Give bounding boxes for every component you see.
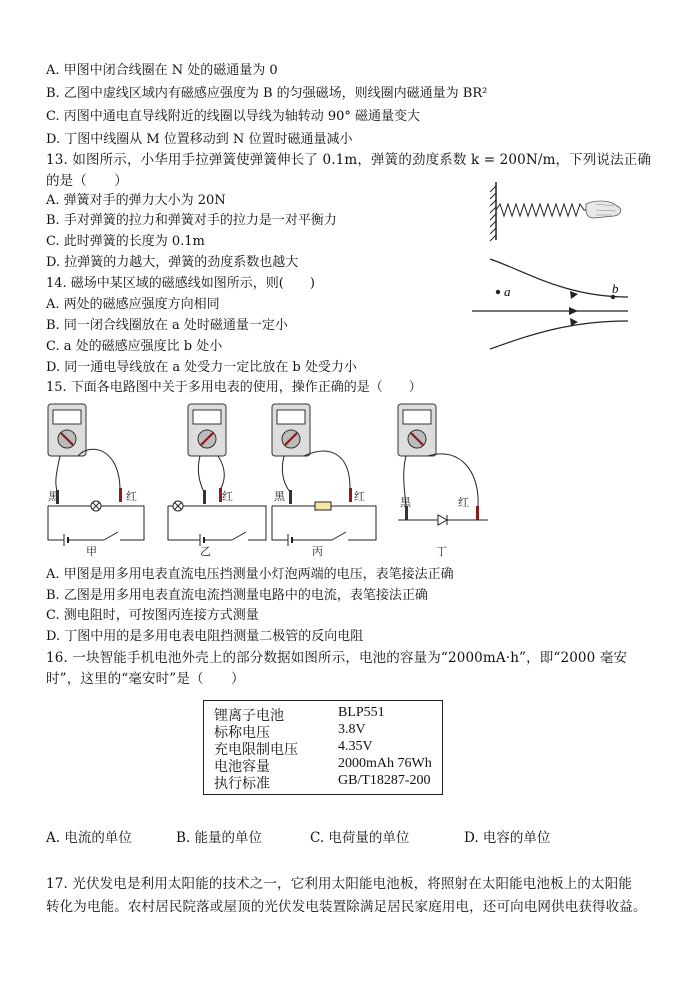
- black-probe-label-jia: 黑: [48, 490, 59, 503]
- spring-hand-figure: [486, 180, 626, 242]
- red-probe-label-ding: 红: [458, 496, 469, 509]
- q17-line1: 17. 光伏发电是利用太阳能的技术之一，它利用太阳能电池板，将照射在太阳能电池板上的太阳能: [46, 876, 633, 892]
- battery-row: 锂离子电池 BLP551: [214, 705, 385, 724]
- label-b: b: [612, 281, 619, 296]
- magnetic-field-lines-figure: [470, 253, 630, 353]
- circuit-name-yi: 乙: [200, 545, 211, 558]
- circuit-yi: [168, 404, 266, 558]
- q17-line2: 转化为电能。农村居民院落或屋顶的光伏发电装置除满足居民家庭用电，还可向电网供电获得收益。: [46, 899, 647, 915]
- label-a: a: [504, 284, 511, 299]
- q16-option-a: A. 电流的单位: [46, 830, 132, 846]
- q14-option-c: C. a 处的磁感应强度比 b 处小: [46, 339, 223, 354]
- q15-option-c: C. 测电阻时，可按图丙连接方式测量: [46, 608, 259, 623]
- q13-option-d: D. 拉弹簧的力越大，弹簧的劲度系数也越大: [46, 255, 299, 270]
- battery-row: 执行标准 GB/T18287-200: [214, 773, 431, 792]
- red-probe-label-jia: 红: [126, 490, 137, 503]
- q16-option-d: D. 电容的单位: [464, 830, 551, 846]
- q13-option-b: B. 手对弹簧的拉力和弹簧对手的拉力是一对平衡力: [46, 213, 337, 228]
- q15-option-b: B. 乙图是用多用电表直流电流挡测量电路中的电流，表笔接法正确: [46, 588, 428, 603]
- q16-option-b: B. 能量的单位: [176, 830, 263, 846]
- q14-option-d: D. 同一通电导线放在 a 处受力一定比放在 b 处受力小: [46, 360, 357, 375]
- battery-row: 电池容量 2000mAh 76Wh: [214, 756, 432, 775]
- circuit-name-jia: 甲: [86, 545, 97, 558]
- circuit-ding: [398, 404, 488, 558]
- q13-stem-line1: 13. 如图所示，小华用手拉弹簧使弹簧伸长了 0.1m，弹簧的劲度系数 k = 200N/m，下列说法正确: [46, 152, 652, 168]
- q12-option-b: B. 乙图中虚线区域内有磁感应强度为 B 的匀强磁场，则线圈内磁通量为 BR²: [46, 86, 488, 101]
- battery-row: 标称电压 3.8V: [214, 722, 366, 741]
- q13-stem-line2: 的是（ ）: [46, 173, 128, 189]
- q15-stem: 15. 下面各电路图中关于多用电表的使用，操作正确的是（ ）: [46, 380, 422, 395]
- q12-option-c: C. 丙图中通电直导线附近的线圈以导线为轴转动 90° 磁通量变大: [46, 109, 421, 124]
- q12-option-a: A. 甲图中闭合线圈在 N 处的磁通量为 0: [46, 63, 278, 78]
- black-probe-label-bing: 黑: [274, 490, 285, 503]
- q14-stem: 14. 磁场中某区域的磁感线如图所示，则( ): [46, 276, 315, 291]
- multimeter-circuits-figure: [40, 402, 500, 560]
- q15-option-d: D. 丁图中用的是多用电表电阻挡测量二极管的反向电阻: [46, 629, 364, 644]
- circuit-name-ding: 丁: [436, 545, 447, 558]
- circuit-bing: [272, 404, 376, 558]
- q13-option-a: A. 弹簧对手的弹力大小为 20N: [46, 193, 226, 208]
- q16-stem-line1: 16. 一块智能手机电池外壳上的部分数据如图所示，电池的容量为“2000mA·h”，即“2000 毫安: [46, 650, 628, 666]
- q16-option-c: C. 电荷量的单位: [310, 830, 410, 846]
- q13-option-c: C. 此时弹簧的长度为 0.1m: [46, 234, 205, 249]
- q14-option-a: A. 两处的磁感应强度方向相同: [46, 297, 220, 312]
- q16-stem-line2: 时”，这里的“毫安时”是（ ）: [46, 671, 245, 687]
- red-probe-label-bing: 红: [354, 490, 365, 503]
- point-a: [496, 290, 500, 294]
- q15-option-a: A. 甲图是用多用电表直流电压挡测量小灯泡两端的电压，表笔接法正确: [46, 567, 454, 582]
- q14-option-b: B. 同一闭合线圈放在 a 处时磁通量一定小: [46, 318, 288, 333]
- battery-row: 充电限制电压 4.35V: [214, 739, 373, 758]
- q12-option-d: D. 丁图中线圈从 M 位置移动到 N 位置时磁通量减小: [46, 132, 353, 147]
- red-probe-label-yi: 红: [222, 490, 233, 503]
- circuit-name-bing: 丙: [312, 545, 323, 558]
- battery-label-table: [203, 700, 443, 795]
- circuit-jia: [48, 404, 144, 558]
- black-probe-label-ding: 黑: [400, 496, 411, 509]
